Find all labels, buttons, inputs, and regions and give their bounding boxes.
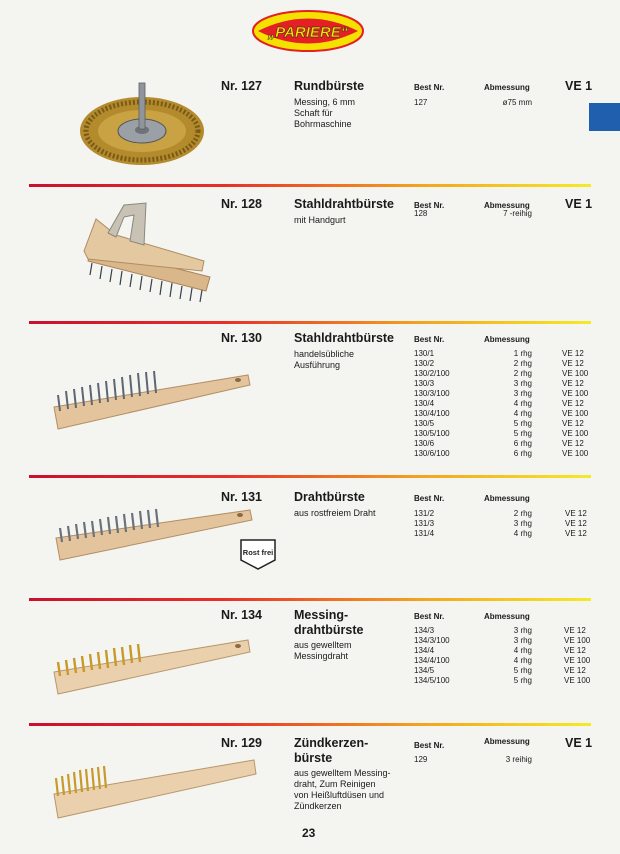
best-nr-column bbox=[414, 98, 427, 108]
best-nr-header: Best Nr. bbox=[414, 83, 445, 92]
table-cell: 3 rhg bbox=[513, 519, 532, 528]
best-nr-header: Best Nr. bbox=[414, 201, 445, 210]
table-cell: 1 rhg bbox=[513, 349, 532, 358]
product-title: Zündkerzen- bürste bbox=[294, 736, 369, 765]
article-number: Nr. 127 bbox=[221, 79, 263, 93]
table-cell: 130/2 bbox=[414, 359, 435, 368]
table-cell: 3 rhg bbox=[513, 636, 532, 645]
abmessung-header: Abmessung bbox=[484, 83, 530, 92]
table-cell: 3 rhg bbox=[513, 389, 532, 398]
product-title: Messing- drahtbürste bbox=[294, 608, 364, 637]
ve-column bbox=[562, 349, 588, 459]
best-nr-column bbox=[414, 349, 450, 459]
product-description: aus gewelltem Messing- draht, Zum Reinigen von Heißluftdüsen und Zündkerzen bbox=[294, 768, 391, 811]
product-section-127 bbox=[0, 79, 620, 179]
table-cell: VE 12 bbox=[562, 419, 584, 428]
product-section-131 bbox=[0, 490, 620, 595]
product-section-130 bbox=[0, 331, 620, 471]
product-section-128 bbox=[0, 197, 620, 317]
abmessung-column bbox=[460, 349, 532, 459]
abmessung-column bbox=[460, 209, 532, 219]
table-cell: 5 rhg bbox=[513, 429, 532, 438]
article-number: Nr. 134 bbox=[221, 608, 263, 622]
table-cell: 130/4/100 bbox=[414, 409, 450, 418]
table-cell: 134/5 bbox=[414, 666, 435, 675]
table-cell: 6 rhg bbox=[513, 439, 532, 448]
table-cell: 2 rhg bbox=[513, 369, 532, 378]
article-number: Nr. 129 bbox=[221, 736, 263, 750]
table-cell: 2 rhg bbox=[513, 509, 532, 518]
best-nr-header: Best Nr. bbox=[414, 741, 445, 750]
table-cell: VE 12 bbox=[564, 666, 586, 675]
ve-header: VE 1 bbox=[565, 197, 593, 211]
table-cell: 7 -reihig bbox=[503, 209, 532, 218]
table-cell: VE 100 bbox=[564, 636, 591, 645]
table-cell: 134/4/100 bbox=[414, 656, 450, 665]
table-cell: VE 12 bbox=[564, 626, 586, 635]
table-cell: 5 rhg bbox=[513, 666, 532, 675]
product-section-129 bbox=[0, 736, 620, 821]
table-cell: 4 rhg bbox=[513, 656, 532, 665]
abmessung-column bbox=[460, 626, 532, 686]
table-cell: 3 reihig bbox=[505, 755, 532, 764]
product-title: Rundbürste bbox=[294, 79, 365, 93]
table-cell: 5 rhg bbox=[513, 419, 532, 428]
best-nr-header: Best Nr. bbox=[414, 494, 445, 503]
brass-wire-brush-image bbox=[52, 632, 252, 698]
table-cell: 130/2/100 bbox=[414, 369, 450, 378]
section-divider bbox=[29, 598, 591, 601]
rost-frei-badge bbox=[239, 538, 277, 570]
best-nr-header: Best Nr. bbox=[414, 612, 445, 621]
table-cell: 128 bbox=[414, 209, 428, 218]
table-cell: 130/4 bbox=[414, 399, 435, 408]
table-cell: 2 rhg bbox=[513, 359, 532, 368]
best-nr-column bbox=[414, 209, 427, 219]
table-cell: VE 12 bbox=[562, 379, 584, 388]
table-cell: VE 100 bbox=[564, 676, 591, 685]
section-divider bbox=[29, 321, 591, 324]
table-cell: VE 12 bbox=[562, 439, 584, 448]
abmessung-column bbox=[460, 755, 532, 765]
table-cell: 3 rhg bbox=[513, 626, 532, 635]
product-title: Drahtbürste bbox=[294, 490, 365, 504]
abmessung-header: Abmessung bbox=[484, 612, 530, 621]
table-cell: 131/2 bbox=[414, 509, 435, 518]
product-description: mit Handgurt bbox=[294, 215, 346, 225]
best-nr-column bbox=[414, 755, 427, 765]
table-cell: 130/1 bbox=[414, 349, 435, 358]
table-cell: VE 100 bbox=[562, 429, 589, 438]
steel-wire-brush-image bbox=[52, 367, 252, 435]
table-cell: 134/3/100 bbox=[414, 636, 450, 645]
table-cell: 134/4 bbox=[414, 646, 435, 655]
product-description: Messing, 6 mm Schaft für Bohrmaschine bbox=[294, 97, 356, 129]
table-cell: VE 100 bbox=[562, 389, 589, 398]
table-cell: VE 100 bbox=[562, 449, 589, 458]
table-cell: 4 rhg bbox=[513, 399, 532, 408]
section-divider bbox=[29, 475, 591, 478]
table-cell: ø75 mm bbox=[502, 98, 532, 107]
page-number: 23 bbox=[302, 826, 316, 840]
table-cell: VE 100 bbox=[562, 409, 589, 418]
ve-header: VE 1 bbox=[565, 79, 593, 93]
table-cell: 4 rhg bbox=[513, 529, 532, 538]
article-number: Nr. 128 bbox=[221, 197, 263, 211]
abmessung-column bbox=[460, 509, 532, 539]
pariere-logo bbox=[252, 10, 364, 52]
product-description: aus rostfreiem Draht bbox=[294, 508, 376, 518]
table-cell: VE 12 bbox=[564, 646, 586, 655]
table-cell: 130/6/100 bbox=[414, 449, 450, 458]
table-cell: 131/4 bbox=[414, 529, 435, 538]
product-title: Stahldrahtbürste bbox=[294, 331, 395, 345]
best-nr-header: Best Nr. bbox=[414, 335, 445, 344]
abmessung-header: Abmessung bbox=[484, 737, 530, 746]
table-cell: 130/3/100 bbox=[414, 389, 450, 398]
table-cell: 134/3 bbox=[414, 626, 435, 635]
table-cell: VE 12 bbox=[565, 519, 587, 528]
table-cell: 134/5/100 bbox=[414, 676, 450, 685]
table-cell: 130/5/100 bbox=[414, 429, 450, 438]
section-divider bbox=[29, 723, 591, 726]
abmessung-header: Abmessung bbox=[484, 335, 530, 344]
table-cell: 4 rhg bbox=[513, 646, 532, 655]
table-cell: 127 bbox=[414, 98, 428, 107]
ve-column bbox=[564, 626, 590, 686]
table-cell: VE 12 bbox=[565, 509, 587, 518]
table-cell: VE 100 bbox=[562, 369, 589, 378]
table-cell: VE 12 bbox=[565, 529, 587, 538]
product-description: aus gewelltem Messingdraht bbox=[294, 640, 352, 661]
rost-frei-badge-text: Rost frei bbox=[242, 548, 274, 557]
ve-column bbox=[565, 509, 587, 539]
product-title: Stahldrahtbürste bbox=[294, 197, 395, 211]
ve-header: VE 1 bbox=[565, 736, 593, 750]
best-nr-column bbox=[414, 509, 434, 539]
article-number: Nr. 130 bbox=[221, 331, 263, 345]
hand-strap-brush-image bbox=[82, 199, 212, 303]
table-cell: 129 bbox=[414, 755, 428, 764]
table-cell: 130/5 bbox=[414, 419, 435, 428]
table-cell: VE 12 bbox=[562, 359, 584, 368]
abmessung-header: Abmessung bbox=[484, 494, 530, 503]
best-nr-column bbox=[414, 626, 450, 686]
round-wire-brush-image bbox=[78, 81, 208, 167]
table-cell: VE 12 bbox=[562, 349, 584, 358]
abmessung-header: Abmessung bbox=[484, 201, 530, 210]
table-cell: 4 rhg bbox=[513, 409, 532, 418]
table-cell: 130/3 bbox=[414, 379, 435, 388]
spark-plug-brush-image bbox=[50, 752, 260, 820]
table-cell: 3 rhg bbox=[513, 379, 532, 388]
article-number: Nr. 131 bbox=[221, 490, 263, 504]
table-cell: 6 rhg bbox=[513, 449, 532, 458]
stainless-wire-brush-image bbox=[54, 504, 254, 564]
table-cell: VE 100 bbox=[564, 656, 591, 665]
table-cell: VE 12 bbox=[562, 399, 584, 408]
product-description: handelsübliche Ausführung bbox=[294, 349, 355, 370]
table-cell: 131/3 bbox=[414, 519, 435, 528]
abmessung-column bbox=[460, 98, 532, 108]
section-divider bbox=[29, 184, 591, 187]
product-section-134 bbox=[0, 608, 620, 720]
logo-text: „PARIERE“ bbox=[267, 24, 349, 41]
table-cell: 5 rhg bbox=[513, 676, 532, 685]
table-cell: 130/6 bbox=[414, 439, 435, 448]
